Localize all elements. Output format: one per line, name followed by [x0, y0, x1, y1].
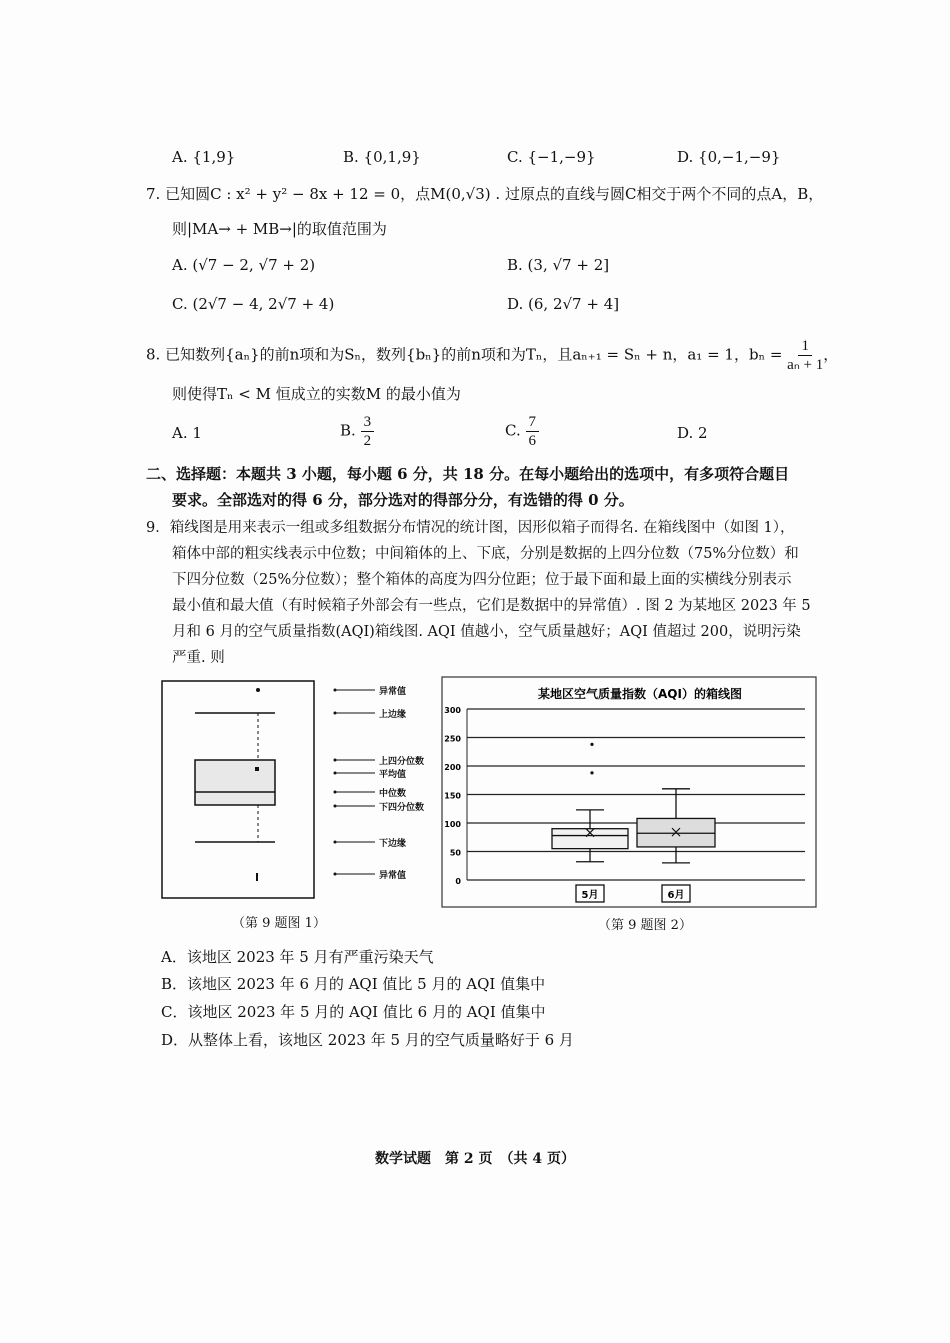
outlier-point — [590, 743, 593, 746]
q6-option-c: C. {−1,−9} — [507, 148, 596, 166]
figure-1-caption: （第 9 题图 1） — [232, 916, 326, 931]
y-tick-label: 150 — [444, 791, 461, 801]
label: B. — [340, 421, 356, 440]
section2-instructions-2: 要求。全部选对的得 6 分，部分选对的得部分分，有选错的得 0 分。 — [172, 491, 634, 509]
label-pointer-dot — [334, 759, 337, 762]
q8-option-d: D. 2 — [677, 424, 708, 442]
x-category-label: 5月 — [581, 890, 599, 901]
label-pointer-dot — [334, 873, 337, 876]
q9-line: 月和 6 月的空气质量指数(AQI)箱线图. AQI 值越小，空气质量越好；AQI 值超过 200，说明污染 — [172, 624, 801, 640]
frac-den: aₙ + 1 — [787, 357, 824, 373]
x-category-label: 6月 — [667, 890, 685, 901]
q7-stem-line1: 7. 已知圆C : x² + y² − 8x + 12 = 0，点M(0,√3) . 过原点的直线与圆C相交于两个不同的点A，B， — [146, 185, 824, 203]
section2-instructions-1: 二、选择题：本题共 3 小题，每小题 6 分，共 18 分。在每小题给出的选项中，有多项符合题目 — [146, 465, 790, 483]
den: 6 — [528, 433, 536, 449]
chart-title: 某地区空气质量指数（AQI）的箱线图 — [538, 687, 742, 701]
q9-line: 箱体中部的粗实线表示中位数；中间箱体的上、下底，分别是数据的上四分位数（75%分位数）和 — [172, 546, 799, 562]
figure-2-caption: （第 9 题图 2） — [598, 918, 692, 933]
y-tick-label: 300 — [444, 706, 461, 715]
y-tick-label: 250 — [444, 734, 461, 744]
q8-option-a: A. 1 — [172, 424, 202, 442]
q9-option-b: B．该地区 2023 年 6 月的 AQI 值比 5 月的 AQI 值集中 — [161, 975, 546, 993]
y-tick-label: 100 — [444, 820, 461, 829]
q6-option-b: B. {0,1,9} — [343, 148, 421, 166]
y-tick-label: 0 — [455, 877, 461, 886]
page-footer: 数学试题 第 2 页 （共 4 页） — [375, 1151, 575, 1167]
q8-option-c — [505, 413, 539, 450]
y-tick-label: 50 — [449, 848, 461, 858]
q7-option-b: B. (3, √7 + 2] — [507, 256, 610, 274]
q7-stem-line2: 则|MA→ + MB→|的取值范围为 — [172, 220, 387, 238]
frac-num: 1 — [798, 337, 812, 356]
q6-option-a: A. {1,9} — [172, 148, 236, 166]
figure-1-label: 下边缘 — [379, 839, 407, 849]
figure-1-label: 异常值 — [379, 687, 407, 697]
label: C. — [505, 421, 521, 440]
q9-line: 9．箱线图是用来表示一组或多组数据分布情况的统计图，因形似箱子而得名. 在箱线图中（如图 1）， — [146, 520, 795, 536]
box-5月 — [552, 829, 628, 849]
q8-stem-text: 8. 已知数列{aₙ}的前n项和为Sₙ，数列{bₙ}的前n项和为Tₙ，且aₙ₊₁ = Sₙ + n，a₁ = 1，bₙ = — [146, 345, 783, 364]
q9-option-a: A．该地区 2023 年 5 月有严重污染天气 — [161, 948, 434, 966]
label-pointer-dot — [334, 689, 337, 692]
figure-1-label: 异常值 — [379, 871, 407, 881]
q8-stem-line1: 8. 已知数列{aₙ}的前n项和为Sₙ，数列{bₙ}的前n项和为Tₙ，且aₙ₊₁ = Sₙ + n，a₁ = 1，bₙ = $\frac{1}{\text{aₙ + 1}}$ ， — [146, 338, 839, 373]
q9-line: 严重. 则 — [172, 650, 225, 666]
num: 3 — [361, 413, 375, 432]
figure-2-aqi-boxplot — [440, 675, 820, 910]
q9-line: 下四分位数（25%分位数）；整个箱体的高度为四分位距；位于最下面和最上面的实横线分别表示 — [172, 572, 792, 588]
q9-line: 最小值和最大值（有时候箱子外部会有一些点，它们是数据中的异常值）. 图 2 为某地区 2023 年 5 — [172, 598, 811, 614]
q9-option-d: D．从整体上看，该地区 2023 年 5 月的空气质量略好于 6 月 — [161, 1031, 574, 1049]
outlier-point — [590, 771, 593, 774]
label-pointer-dot — [334, 772, 337, 775]
num: 7 — [526, 413, 540, 432]
label-pointer-dot — [334, 805, 337, 808]
label-pointer-dot — [334, 841, 337, 844]
q8-stem-line2: 则使得Tₙ < M 恒成立的实数M 的最小值为 — [172, 385, 461, 403]
figure-1-label: 平均值 — [379, 770, 407, 780]
figure-1-label: 上四分位数 — [379, 757, 425, 767]
figure-1-label: 中位数 — [379, 789, 407, 799]
q6-option-d: D. {0,−1,−9} — [677, 148, 781, 166]
y-tick-label: 200 — [444, 763, 461, 772]
q9-option-c: C．该地区 2023 年 5 月的 AQI 值比 6 月的 AQI 值集中 — [161, 1003, 546, 1021]
figure-1-label: 下四分位数 — [379, 803, 425, 813]
q8-option-b — [340, 413, 374, 450]
q7-option-a: A. (√7 − 2, √7 + 2) — [172, 256, 316, 274]
q8-fraction — [787, 337, 823, 374]
q7-option-c: C. (2√7 − 4, 2√7 + 4) — [172, 295, 335, 313]
figure-1-label: 上边缘 — [379, 710, 407, 720]
den: 2 — [363, 433, 372, 449]
label-pointer-dot — [334, 791, 337, 794]
label-pointer-dot — [334, 712, 337, 715]
q7-option-d: D. (6, 2√7 + 4] — [507, 295, 620, 313]
